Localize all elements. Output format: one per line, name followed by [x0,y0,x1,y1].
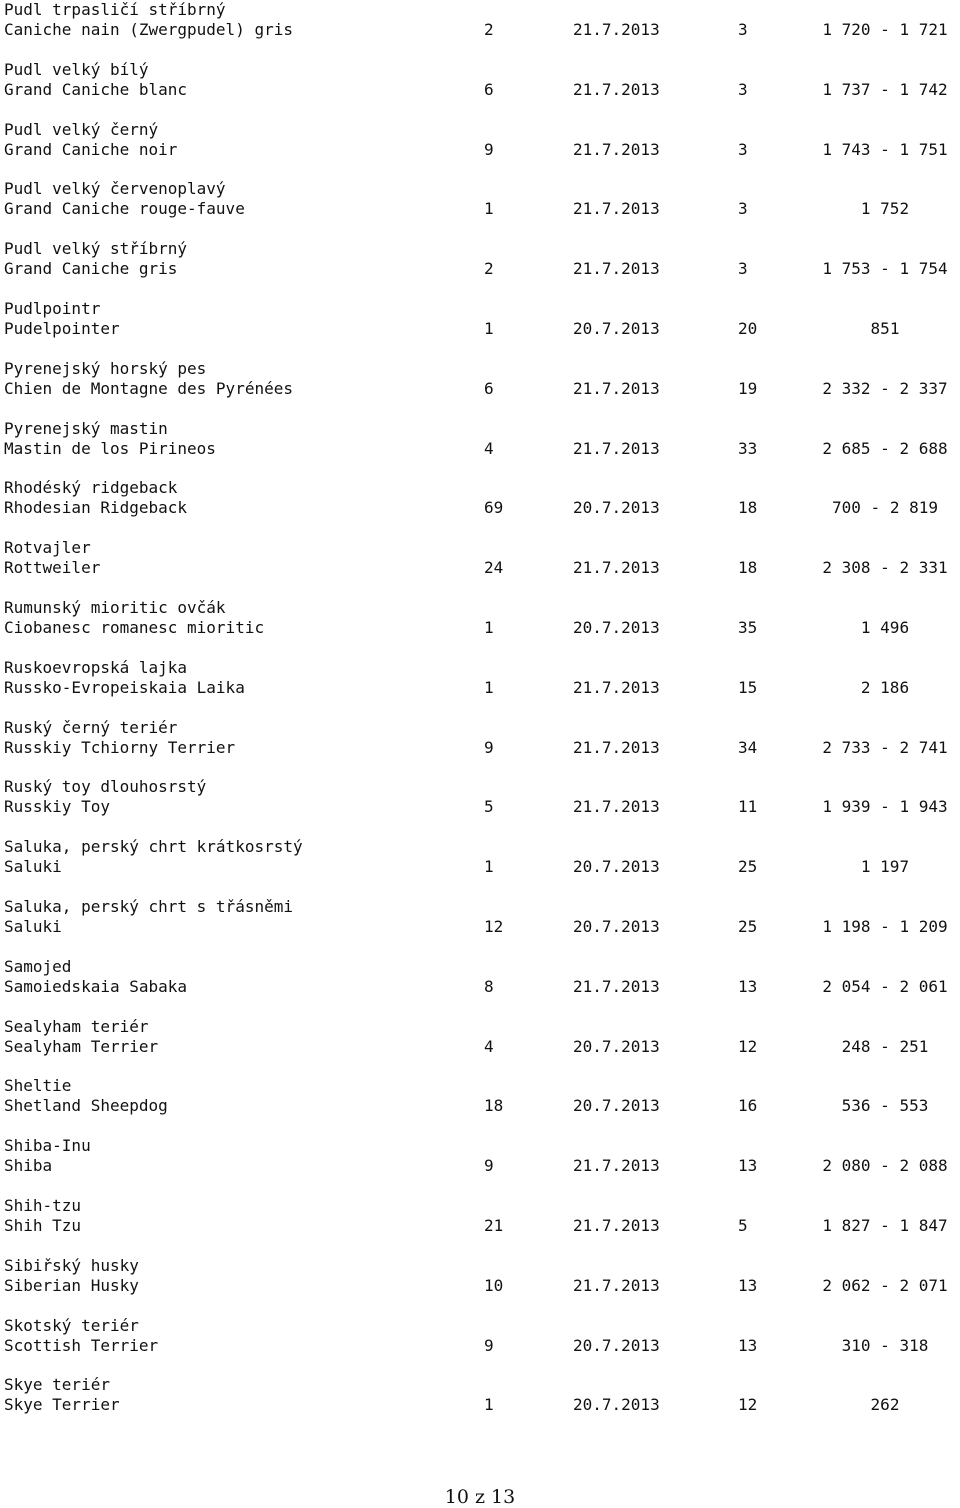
breed-name-czech: Rumunský mioritic ovčák [4,597,226,617]
ring-number: 15 [738,677,758,697]
breed-entry [4,718,960,778]
breed-detail-row [4,80,960,100]
entry-count: 2 [484,259,494,279]
breed-name-czech: Pudl velký černý [4,119,159,139]
breed-detail-row [4,498,960,518]
catalog-range: 2 186 [860,677,910,697]
breed-name-czech: Pudl velký stříbrný [4,239,188,259]
show-date: 20.7.2013 [573,916,660,936]
breed-name-international: Ciobanesc romanesc mioritic [4,617,265,637]
entry-count: 1 [484,617,494,637]
breed-entry [4,538,960,598]
breed-entry [4,1017,960,1077]
catalog-range: 1 743 - 1 751 [822,139,948,159]
breed-name-international: Shiba [4,1156,53,1176]
breed-entry [4,957,960,1017]
ring-number: 3 [738,139,748,159]
breed-detail-row [4,857,960,877]
breed-entry [4,359,960,419]
breed-detail-row [4,917,960,937]
ring-number: 3 [738,79,748,99]
breed-entry [4,1136,960,1196]
breed-name-czech: Pudl velký červenoplavý [4,179,226,199]
breed-detail-row [4,738,960,758]
entry-count: 1 [484,677,494,697]
entry-count: 4 [484,438,494,458]
breed-entry [4,897,960,957]
show-date: 20.7.2013 [573,857,660,877]
catalog-range: 1 752 [860,199,910,219]
breed-entry [4,419,960,479]
breed-name-international: Sealyham Terrier [4,1036,159,1056]
entry-count: 1 [484,1395,494,1415]
breed-listing [4,0,960,1435]
breed-name-czech: Ruský toy dlouhosrstý [4,777,207,797]
catalog-range: 2 685 - 2 688 [822,438,948,458]
breed-name-czech: Pyrenejský horský pes [4,358,207,378]
catalog-range: 700 - 2 819 [832,498,938,518]
breed-name-czech: Pyrenejský mastin [4,418,168,438]
breed-detail-row [4,1276,960,1296]
catalog-range: 1 939 - 1 943 [822,797,948,817]
breed-name-international: Saluki [4,916,62,936]
catalog-range: 2 332 - 2 337 [822,378,948,398]
catalog-range: 2 080 - 2 088 [822,1156,948,1176]
breed-detail-row [4,797,960,817]
ring-number: 5 [738,1215,748,1235]
catalog-range: 1 198 - 1 209 [822,916,948,936]
breed-detail-row [4,618,960,638]
ring-number: 13 [738,976,758,996]
breed-name-czech: Skotský teriér [4,1315,139,1335]
show-date: 21.7.2013 [573,797,660,817]
show-date: 20.7.2013 [573,1036,660,1056]
breed-detail-row [4,140,960,160]
show-date: 20.7.2013 [573,498,660,518]
show-date: 21.7.2013 [573,677,660,697]
breed-name-czech: Shih-tzu [4,1195,82,1215]
breed-entry [4,658,960,718]
entry-count: 6 [484,79,494,99]
show-date: 21.7.2013 [573,438,660,458]
breed-name-international: Grand Caniche gris [4,259,178,279]
breed-name-czech: Rhodéský ridgeback [4,478,178,498]
breed-detail-row [4,1216,960,1236]
catalog-range: 310 - 318 [841,1335,929,1355]
breed-name-international: Pudelpointer [4,318,120,338]
entry-count: 2 [484,20,494,39]
catalog-range: 2 308 - 2 331 [822,558,948,578]
breed-detail-row [4,379,960,399]
breed-entry [4,299,960,359]
breed-name-czech: Samojed [4,956,72,976]
breed-name-czech: Sibiřský husky [4,1255,139,1275]
breed-entry [4,239,960,299]
catalog-range: 1 737 - 1 742 [822,79,948,99]
catalog-range: 536 - 553 [841,1096,929,1116]
breed-detail-row [4,259,960,279]
show-date: 21.7.2013 [573,976,660,996]
show-date: 21.7.2013 [573,199,660,219]
breed-detail-row [4,319,960,339]
page-number: 10 z 13 [444,1486,516,1508]
ring-number: 34 [738,737,758,757]
breed-name-czech: Shiba-Inu [4,1136,91,1156]
catalog-range: 2 054 - 2 061 [822,976,948,996]
entry-count: 6 [484,378,494,398]
show-date: 21.7.2013 [573,1275,660,1295]
breed-detail-row [4,1037,960,1057]
ring-number: 19 [738,378,758,398]
breed-entry [4,0,960,60]
catalog-range: 248 - 251 [841,1036,929,1056]
entry-count: 69 [484,498,504,518]
ring-number: 25 [738,857,758,877]
entry-count: 4 [484,1036,494,1056]
ring-number: 16 [738,1096,758,1116]
breed-name-czech: Pudl trpasličí stříbrný [4,0,226,19]
breed-name-international: Siberian Husky [4,1275,139,1295]
ring-number: 18 [738,558,758,578]
ring-number: 18 [738,498,758,518]
breed-entry [4,478,960,538]
breed-entry [4,179,960,239]
entry-count: 1 [484,318,494,338]
ring-number: 3 [738,259,748,279]
entry-count: 1 [484,857,494,877]
breed-entry [4,777,960,837]
ring-number: 33 [738,438,758,458]
show-date: 20.7.2013 [573,1335,660,1355]
breed-name-international: Rhodesian Ridgeback [4,498,188,518]
entry-count: 8 [484,976,494,996]
entry-count: 10 [484,1275,504,1295]
breed-entry [4,1076,960,1136]
breed-name-czech: Saluka, perský chrt s třásněmi [4,896,293,916]
breed-name-international: Skye Terrier [4,1395,120,1415]
show-date: 21.7.2013 [573,139,660,159]
breed-entry [4,1316,960,1376]
breed-entry [4,1256,960,1316]
breed-name-czech: Sheltie [4,1076,72,1096]
breed-entry [4,1196,960,1256]
ring-number: 12 [738,1036,758,1056]
breed-detail-row [4,20,960,40]
show-date: 20.7.2013 [573,1096,660,1116]
breed-name-international: Rottweiler [4,558,101,578]
show-date: 21.7.2013 [573,558,660,578]
catalog-range: 1 753 - 1 754 [822,259,948,279]
breed-entry [4,598,960,658]
ring-number: 35 [738,617,758,637]
entry-count: 1 [484,199,494,219]
breed-name-international: Russko-Evropeiskaia Laika [4,677,245,697]
breed-detail-row [4,1336,960,1356]
entry-count: 21 [484,1215,504,1235]
show-date: 21.7.2013 [573,378,660,398]
catalog-range: 851 [870,318,900,338]
show-date: 21.7.2013 [573,737,660,757]
show-date: 21.7.2013 [573,20,660,39]
entry-count: 18 [484,1096,504,1116]
breed-name-czech: Skye teriér [4,1375,110,1395]
breed-name-international: Russkiy Tchiorny Terrier [4,737,236,757]
breed-name-czech: Ruský černý teriér [4,717,178,737]
entry-count: 24 [484,558,504,578]
breed-name-international: Grand Caniche rouge-fauve [4,199,245,219]
breed-detail-row [4,977,960,997]
breed-detail-row [4,1395,960,1415]
show-date: 20.7.2013 [573,1395,660,1415]
entry-count: 12 [484,916,504,936]
entry-count: 9 [484,1156,494,1176]
catalog-range: 1 827 - 1 847 [822,1215,948,1235]
entry-count: 5 [484,797,494,817]
catalog-range: 1 197 [860,857,910,877]
breed-name-international: Russkiy Toy [4,797,110,817]
catalog-range: 262 [870,1395,900,1415]
show-date: 20.7.2013 [573,318,660,338]
breed-name-international: Grand Caniche blanc [4,79,188,99]
breed-name-international: Shetland Sheepdog [4,1096,168,1116]
ring-number: 25 [738,916,758,936]
breed-name-international: Mastin de los Pirineos [4,438,216,458]
breed-detail-row [4,1156,960,1176]
ring-number: 3 [738,199,748,219]
breed-detail-row [4,1096,960,1116]
ring-number: 20 [738,318,758,338]
breed-name-international: Shih Tzu [4,1215,82,1235]
breed-name-czech: Pudl velký bílý [4,59,149,79]
breed-detail-row [4,678,960,698]
breed-name-international: Scottish Terrier [4,1335,159,1355]
catalog-range: 2 062 - 2 071 [822,1275,948,1295]
show-date: 21.7.2013 [573,259,660,279]
show-date: 21.7.2013 [573,1156,660,1176]
breed-name-czech: Rotvajler [4,538,91,558]
breed-name-international: Chien de Montagne des Pyrénées [4,378,293,398]
breed-entry [4,120,960,180]
breed-name-czech: Ruskoevropská lajka [4,657,188,677]
ring-number: 13 [738,1156,758,1176]
show-date: 20.7.2013 [573,617,660,637]
catalog-range: 1 496 [860,617,910,637]
breed-entry [4,1375,960,1435]
entry-count: 9 [484,737,494,757]
breed-name-international: Caniche nain (Zwergpudel) gris [4,20,293,39]
breed-detail-row [4,439,960,459]
entry-count: 9 [484,139,494,159]
show-date: 21.7.2013 [573,79,660,99]
breed-name-czech: Sealyham teriér [4,1016,149,1036]
ring-number: 12 [738,1395,758,1415]
entry-count: 9 [484,1335,494,1355]
ring-number: 13 [738,1335,758,1355]
ring-number: 11 [738,797,758,817]
breed-name-international: Grand Caniche noir [4,139,178,159]
catalog-range: 2 733 - 2 741 [822,737,948,757]
breed-name-international: Samoiedskaia Sabaka [4,976,188,996]
breed-name-international: Saluki [4,857,62,877]
breed-name-czech: Saluka, perský chrt krátkosrstý [4,837,303,857]
breed-detail-row [4,199,960,219]
show-date: 21.7.2013 [573,1215,660,1235]
ring-number: 3 [738,20,748,39]
breed-entry [4,837,960,897]
breed-entry [4,60,960,120]
breed-name-czech: Pudlpointr [4,298,101,318]
catalog-range: 1 720 - 1 721 [822,20,948,39]
breed-detail-row [4,558,960,578]
ring-number: 13 [738,1275,758,1295]
